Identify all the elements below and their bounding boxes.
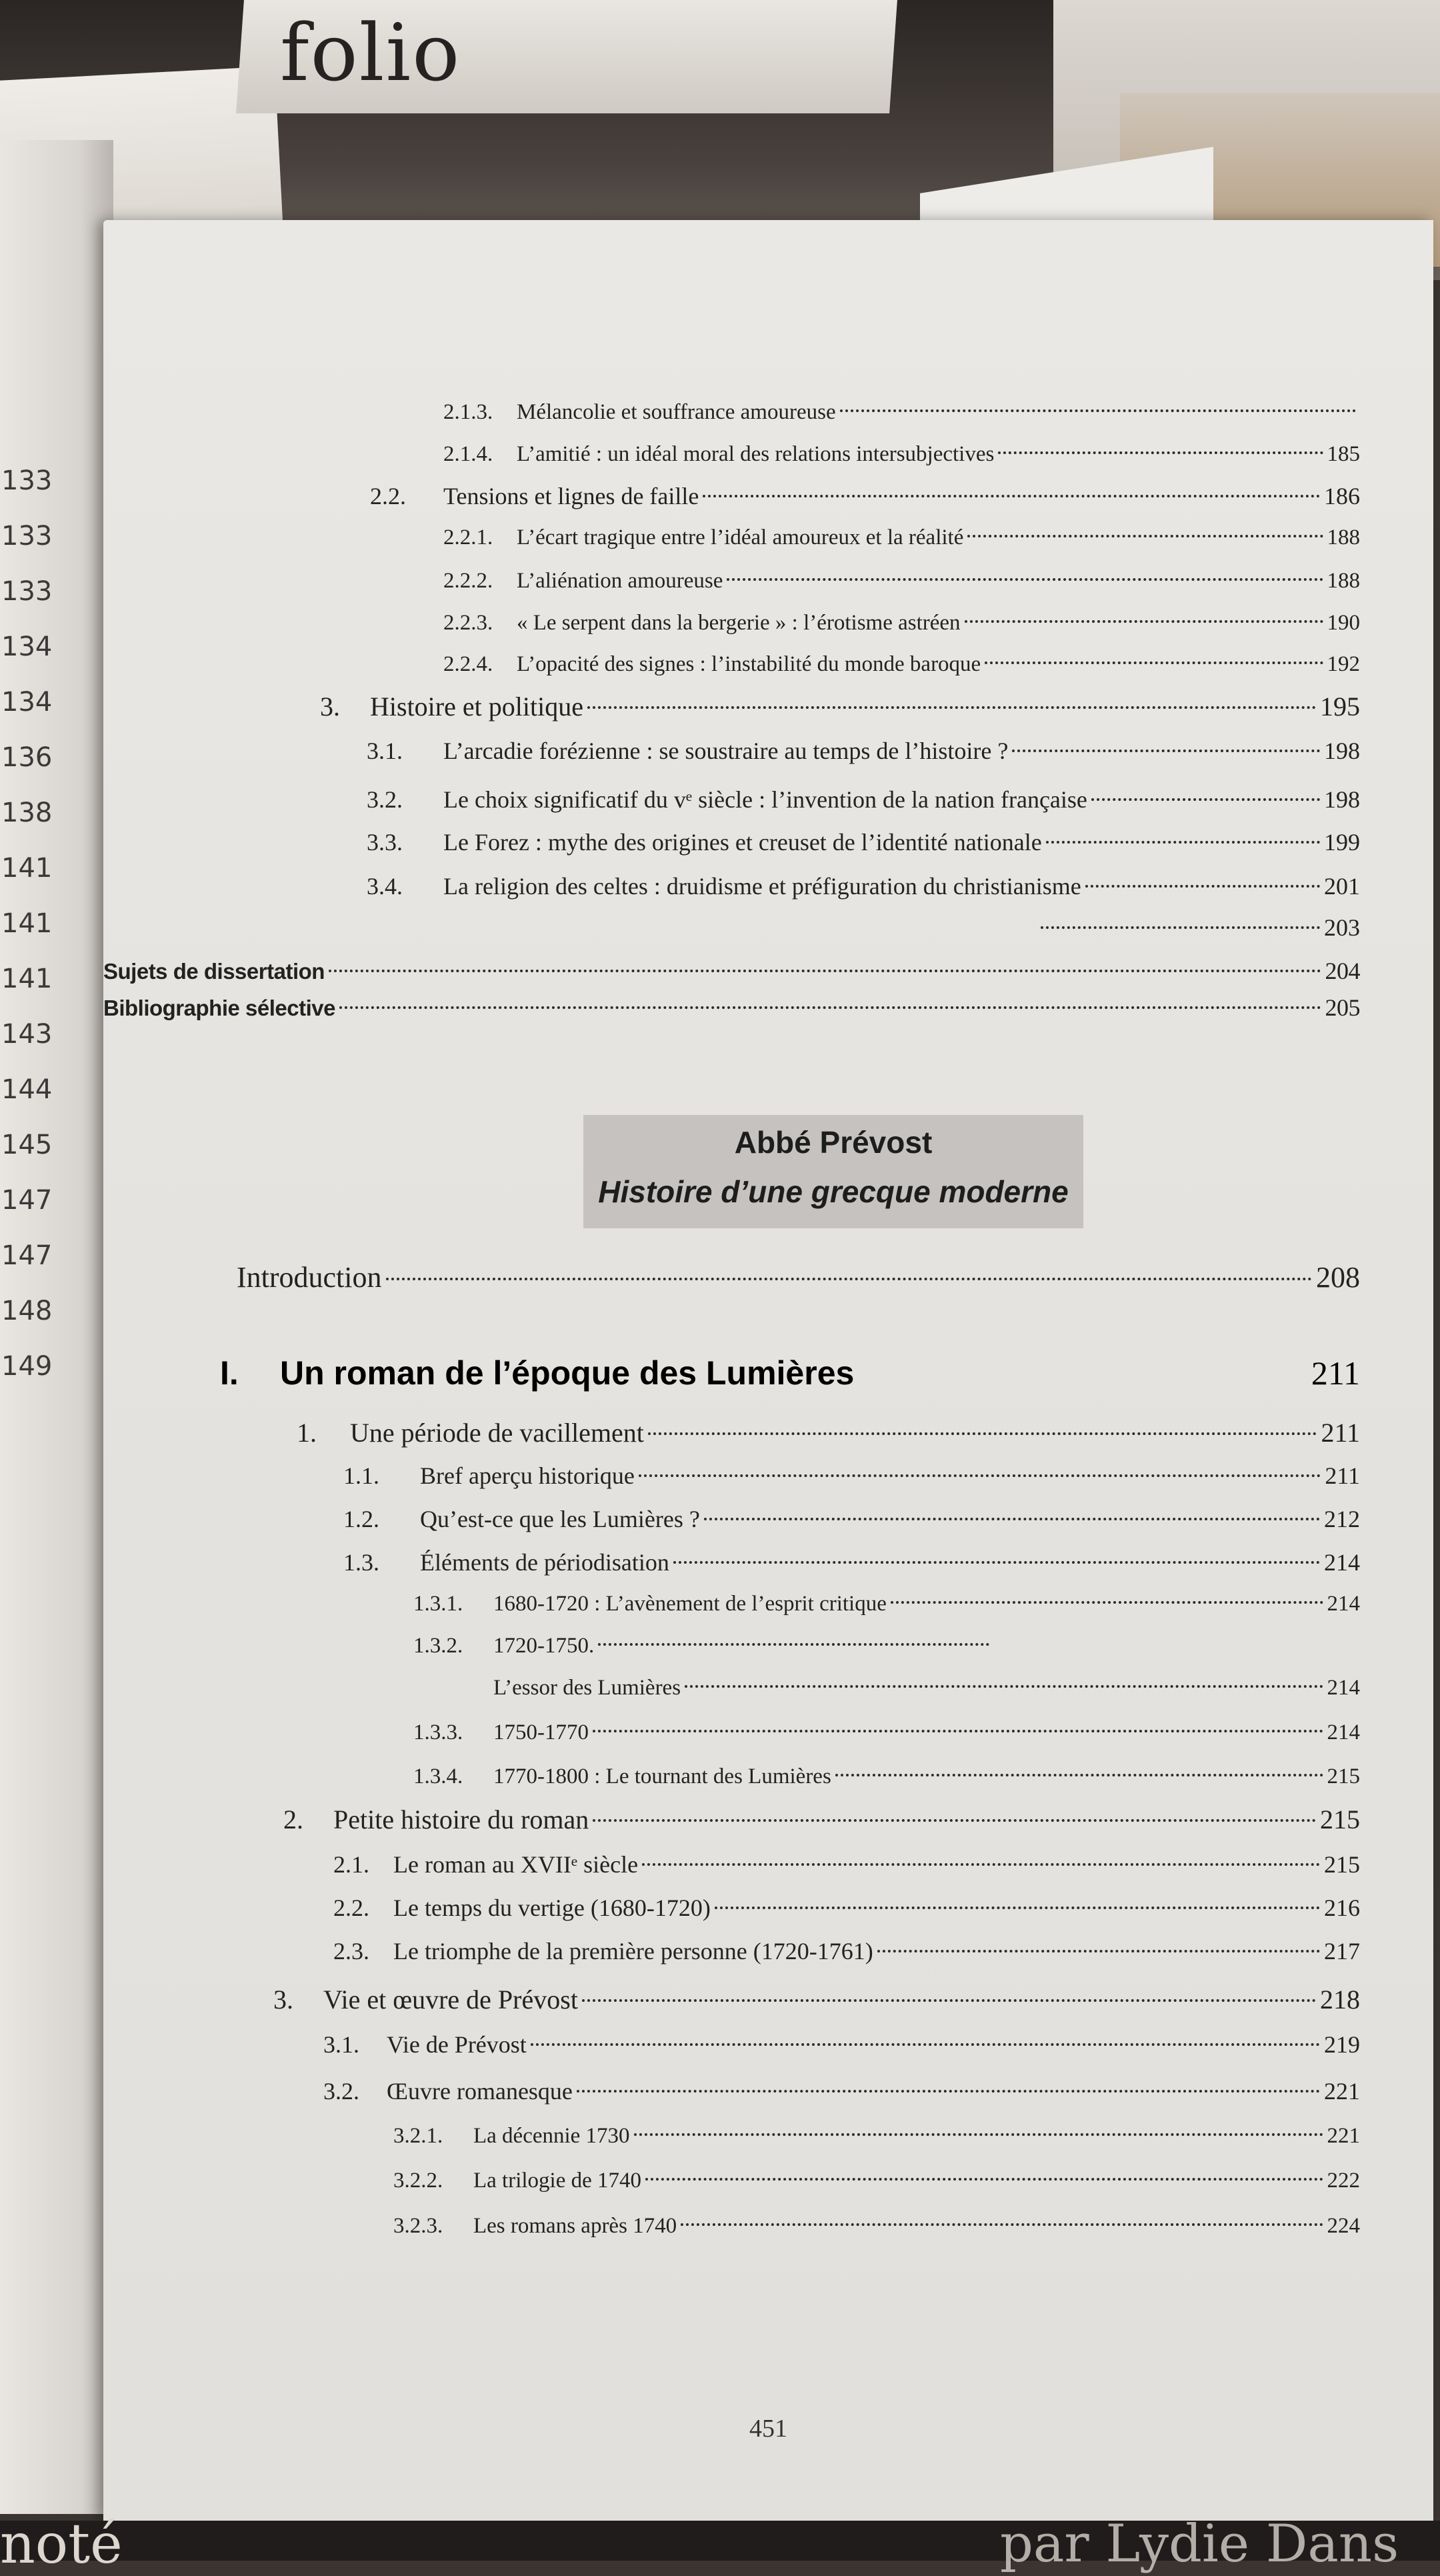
toc-entry-page: 201 — [1324, 873, 1360, 900]
toc-entry-number: 3.3. — [367, 829, 403, 856]
toc-entry-page: 216 — [1324, 1894, 1360, 1921]
toc-leader-dots — [1041, 926, 1320, 929]
toc-leader-dots — [1085, 885, 1320, 888]
toc-entry-title: Vie et œuvre de Prévost — [323, 1985, 578, 2015]
toc-entry-title: Bref aperçu historique — [420, 1462, 635, 1489]
toc-entry-page: 221 — [1324, 2078, 1360, 2105]
toc-leader-dots — [840, 409, 1356, 412]
toc-entry-page: 186 — [1324, 483, 1360, 509]
toc-entry-number: 3.1. — [367, 738, 403, 764]
toc-entry-title: Introduction — [237, 1261, 382, 1294]
section-work-title: Histoire d’une grecque moderne — [598, 1174, 1069, 1209]
toc-entry-page: 198 — [1324, 738, 1360, 764]
toc-entry-page: 203 — [1324, 914, 1360, 941]
toc-entry-title: Bibliographie sélective — [103, 996, 335, 1020]
toc-entry-page: 208 — [1316, 1261, 1360, 1294]
toc-leader-dots — [715, 1906, 1320, 1909]
left-page-number: 147 — [1, 1240, 53, 1271]
toc-entry-number: 1. — [297, 1418, 317, 1448]
toc-entry-page: 214 — [1327, 1720, 1360, 1744]
toc-entry-page: 211 — [1321, 1418, 1360, 1448]
toc-leader-dots — [998, 451, 1323, 454]
toc-leader-dots — [727, 578, 1323, 581]
toc-entry-title: La décennie 1730 — [473, 2124, 630, 2148]
toc-leader-dots — [704, 1518, 1320, 1520]
left-page-number: 134 — [1, 687, 53, 718]
toc-entry-number: 1.2. — [343, 1506, 379, 1532]
toc-leader-dots — [673, 1561, 1320, 1564]
toc-leader-dots — [634, 2133, 1323, 2136]
toc-leader-dots — [339, 1006, 1321, 1009]
toc-leader-dots — [985, 662, 1323, 664]
background-book-text-right: par Lydie Dans — [1000, 2514, 1399, 2574]
toc-entry-page: 214 — [1327, 1592, 1360, 1616]
left-page-number: 141 — [1, 964, 53, 994]
toc-entry-title: Éléments de périodisation — [420, 1549, 669, 1576]
toc-page — [103, 220, 1433, 2521]
toc-leader-dots — [645, 2178, 1323, 2181]
toc-entry-page: 222 — [1327, 2169, 1360, 2193]
toc-entry-title: Vie de Prévost — [387, 2031, 527, 2058]
toc-entry — [320, 691, 1360, 722]
toc-entry-title: L’arcadie forézienne : se soustraire au temps de l’histoire ? — [443, 738, 1009, 764]
toc-entry-title: Sujets de dissertation — [103, 959, 325, 984]
toc-leader-dots — [685, 1685, 1323, 1688]
toc-entry — [413, 1764, 1360, 1789]
toc-leader-dots — [891, 1601, 1323, 1604]
toc-entry-page: 192 — [1327, 652, 1360, 676]
toc-entry-title: Le roman au XVIIᵉ siècle — [393, 1851, 639, 1878]
toc-entry-title: L’essor des Lumières — [493, 1676, 681, 1700]
toc-entry-number: 3.4. — [367, 873, 403, 900]
toc-entry-title: Le triomphe de la première personne (1720-1761) — [393, 1938, 873, 1965]
toc-entry-page: 215 — [1327, 1764, 1360, 1788]
toc-entry-page: 198 — [1324, 786, 1360, 813]
toc-entry-number: 3.2.2. — [393, 2169, 443, 2193]
background-book-text-left: noté — [0, 2513, 123, 2576]
toc-entry-title: 1720-1750. — [493, 1634, 595, 1658]
toc-entry — [323, 2031, 1360, 2059]
toc-leader-dots — [639, 1474, 1321, 1477]
toc-entry — [367, 737, 1360, 765]
toc-entry-title: La religion des celtes : druidisme et préfiguration du christianisme — [443, 873, 1081, 900]
toc-entry-page: 185 — [1327, 442, 1360, 466]
toc-entry-title: Mélancolie et souffrance amoureuse — [517, 400, 836, 424]
part-number: I. — [220, 1354, 239, 1392]
toc-entry-number: 3.2.3. — [393, 2214, 443, 2238]
toc-entry — [333, 1894, 1360, 1922]
toc-entry — [283, 1804, 1360, 1835]
toc-entry-number: 1.3.2. — [413, 1634, 463, 1658]
toc-entry — [297, 1417, 1360, 1448]
toc-entry — [273, 1984, 1360, 2015]
toc-entry — [370, 482, 1360, 510]
toc-entry-number: 2.2.2. — [443, 569, 493, 593]
toc-entry-number: 3. — [273, 1985, 293, 2015]
toc-entry-title: 1770-1800 : Le tournant des Lumières — [493, 1764, 831, 1788]
toc-entry — [393, 2214, 1360, 2239]
left-page-number: 148 — [1, 1296, 53, 1326]
toc-entry-page: 219 — [1324, 2031, 1360, 2058]
toc-entry-number: 3.2. — [323, 2078, 359, 2105]
toc-entry-title: 1680-1720 : L’avènement de l’esprit critique — [493, 1592, 887, 1616]
left-page-number: 141 — [1, 853, 53, 884]
toc-entry-number: 1.1. — [343, 1462, 379, 1489]
toc-leader-dots — [329, 970, 1321, 972]
toc-leader-dots — [577, 2090, 1320, 2093]
toc-entry-title: Le temps du vertige (1680-1720) — [393, 1894, 711, 1921]
toc-entry — [443, 611, 1360, 635]
toc-entry-page: 218 — [1320, 1985, 1360, 2015]
toc-entry-title: Le choix significatif du vᵉ siècle : l’invention de la nation française — [443, 786, 1087, 813]
toc-entry-title: Tensions et lignes de faille — [443, 483, 699, 509]
toc-entry-number: 3.2. — [367, 786, 403, 813]
toc-entry-number: 1.3.4. — [413, 1764, 463, 1788]
left-page-number: 138 — [1, 798, 53, 828]
toc-entry — [393, 2124, 1360, 2149]
toc-entry-title: Une période de vacillement — [350, 1418, 644, 1448]
toc-entry-page: 221 — [1327, 2124, 1360, 2148]
toc-entry-title: L’opacité des signes : l’instabilité du monde baroque — [517, 652, 981, 676]
part-title: Un roman de l’époque des Lumières — [280, 1354, 855, 1392]
part-page: 211 — [1311, 1354, 1360, 1392]
toc-entry — [443, 442, 1360, 467]
toc-entry-page: 214 — [1327, 1676, 1360, 1700]
toc-entry — [367, 872, 1360, 900]
left-page-number: 133 — [1, 465, 53, 496]
toc-entry-page: 214 — [1324, 1549, 1360, 1576]
toc-entry-number: 1.3.3. — [413, 1720, 463, 1744]
toc-entry-number: 3.2.1. — [393, 2124, 443, 2148]
toc-entry-page: 217 — [1324, 1938, 1360, 1965]
toc-entry — [343, 1462, 1360, 1490]
toc-leader-dots — [593, 1819, 1316, 1822]
left-page-number: 136 — [1, 742, 53, 773]
left-facing-page — [0, 140, 113, 2514]
toc-entry-title: Qu’est-ce que les Lumières ? — [420, 1506, 700, 1532]
toc-leader-dots — [835, 1774, 1323, 1776]
toc-leader-dots — [587, 706, 1316, 709]
toc-entry — [333, 1850, 1360, 1878]
left-page-number: 143 — [1, 1019, 53, 1050]
toc-entry-number: 2.2. — [333, 1894, 369, 1921]
toc-entry-title: L’amitié : un idéal moral des relations intersubjectives — [517, 442, 995, 466]
toc-leader-dots — [877, 1950, 1320, 1953]
toc-leader-dots — [681, 2223, 1323, 2226]
left-page-number: 145 — [1, 1130, 53, 1160]
left-page-number: 133 — [1, 521, 53, 551]
toc-entry-page: 204 — [1325, 958, 1360, 984]
toc-entry-title: L’écart tragique entre l’idéal amoureux et la réalité — [517, 525, 964, 549]
toc-leader-dots — [531, 2043, 1320, 2046]
left-page-number: 133 — [1, 576, 53, 607]
left-page-number: 144 — [1, 1074, 53, 1105]
toc-entry-title: Le Forez : mythe des origines et creuset de l’identité nationale — [443, 829, 1042, 856]
toc-entry — [443, 652, 1360, 677]
toc-entry-number: 2.2.4. — [443, 652, 493, 676]
toc-leader-dots — [648, 1432, 1317, 1435]
toc-entry-page: 211 — [1325, 1462, 1360, 1489]
toc-entry — [333, 1937, 1360, 1965]
toc-entry-page: 215 — [1324, 1851, 1360, 1878]
toc-entry — [393, 2169, 1360, 2193]
toc-entry-page: 195 — [1320, 692, 1360, 722]
toc-appendix-entry — [103, 957, 1360, 985]
left-page-numbers — [1, 453, 53, 1394]
toc-leader-dots — [598, 1643, 989, 1646]
toc-entry-title: « Le serpent dans la bergerie » : l’érotisme astréen — [517, 611, 961, 635]
toc-entry-number: 1.3.1. — [413, 1592, 463, 1616]
toc-entry-number: 2.1. — [333, 1851, 369, 1878]
toc-entry — [323, 2077, 1360, 2105]
toc-leader-dots — [1012, 750, 1320, 752]
toc-entry-number: 2.1.4. — [443, 442, 493, 466]
toc-entry-number: 1.3. — [343, 1549, 379, 1576]
toc-entry-title: Œuvre romanesque — [387, 2078, 573, 2105]
toc-entry — [343, 1548, 1360, 1576]
toc-introduction — [237, 1260, 1360, 1294]
toc-entry-number: 3. — [320, 692, 340, 722]
toc-entry-number: 2.2.1. — [443, 525, 493, 549]
toc-appendix-entry — [103, 994, 1360, 1022]
toc-leader-dots — [1046, 841, 1320, 844]
section-author: Abbé Prévost — [734, 1125, 933, 1160]
toc-entry — [493, 1676, 1360, 1700]
left-page-number: 147 — [1, 1185, 53, 1216]
toc-entry — [413, 1634, 993, 1658]
toc-leader-dots — [967, 535, 1323, 537]
toc-entry-page: 190 — [1327, 611, 1360, 635]
table-of-contents — [103, 220, 1433, 2521]
toc-leader-dots — [582, 1999, 1316, 2002]
toc-entry — [443, 569, 1360, 593]
toc-entry-title: L’aliénation amoureuse — [517, 569, 723, 593]
toc-entry-number: 2.2.3. — [443, 611, 493, 635]
toc-leader-dots — [386, 1278, 1312, 1280]
toc-entry-page: 205 — [1325, 994, 1360, 1021]
left-page-number: 134 — [1, 631, 53, 662]
toc-entry-number: 2.2. — [370, 483, 406, 509]
toc-leader-dots — [703, 495, 1320, 497]
toc-entry-title: 1750-1770 — [493, 1720, 589, 1744]
toc-entry-page: 188 — [1327, 525, 1360, 549]
toc-entry-page: 212 — [1324, 1506, 1360, 1532]
folio-logo: folio — [280, 7, 461, 99]
toc-entry — [443, 525, 1360, 550]
toc-entry-number: 2.1.3. — [443, 400, 493, 424]
toc-entry — [367, 786, 1360, 814]
toc-entry-number: 2.3. — [333, 1938, 369, 1965]
toc-leader-dots — [593, 1730, 1323, 1732]
toc-leader-dots — [965, 620, 1323, 623]
toc-entry-title: Petite histoire du roman — [333, 1804, 589, 1834]
toc-entry-page: 224 — [1327, 2214, 1360, 2238]
toc-entry — [343, 1505, 1360, 1533]
toc-entry-number: 2. — [283, 1804, 303, 1834]
toc-leader-dots — [642, 1863, 1320, 1866]
toc-entry — [413, 1592, 1360, 1616]
toc-entry — [443, 400, 1360, 425]
toc-entry-page: 199 — [1324, 829, 1360, 856]
toc-entry-page: 215 — [1320, 1804, 1360, 1834]
toc-entry-title: Histoire et politique — [370, 692, 583, 722]
left-page-number: 149 — [1, 1351, 53, 1382]
left-page-number: 141 — [1, 908, 53, 939]
part-heading — [220, 1354, 1360, 1392]
toc-entry-number: 3.1. — [323, 2031, 359, 2058]
toc-entry-title: Les romans après 1740 — [473, 2214, 677, 2238]
toc-entry-page-only — [1037, 914, 1360, 942]
toc-entry — [413, 1720, 1360, 1745]
toc-entry — [367, 828, 1360, 856]
toc-leader-dots — [1091, 798, 1320, 801]
toc-entry-page: 188 — [1327, 569, 1360, 593]
page-number: 451 — [749, 2415, 787, 2443]
toc-entry-title: La trilogie de 1740 — [473, 2169, 642, 2193]
